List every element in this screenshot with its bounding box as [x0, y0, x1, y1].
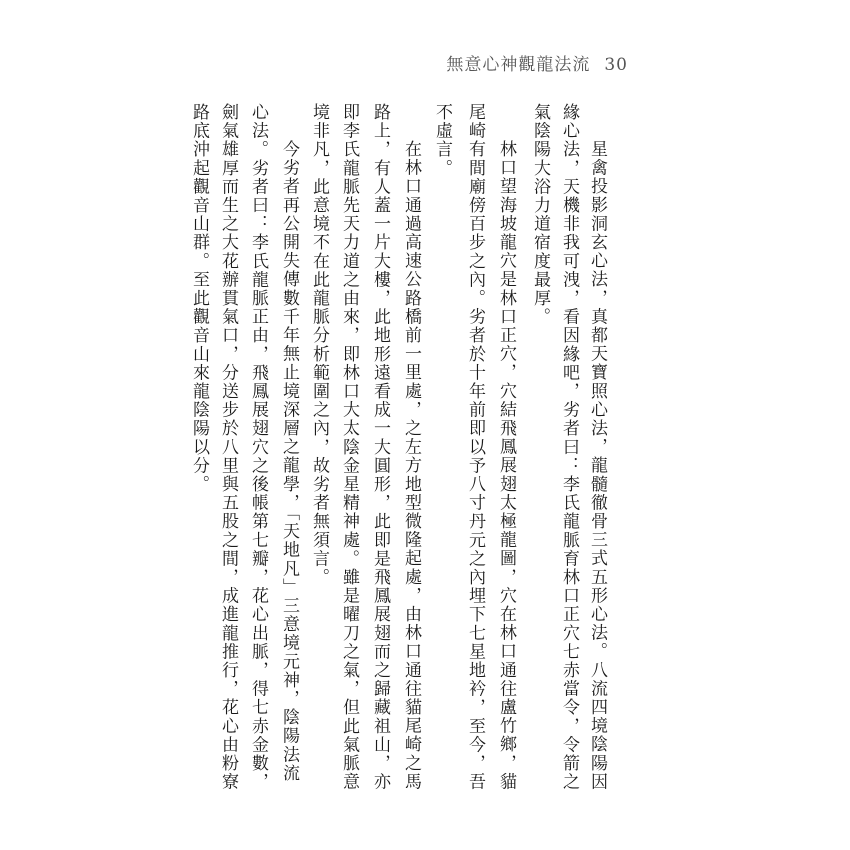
text-column: 星禽投影洞玄心法，真都天寶照心法，龍髓徹骨三式五形心法。八流四境陰陽因: [587, 140, 607, 791]
text-column: 劍氣雄厚而生之大花辦貫氣口，分送步於八里與五股之間，成進龍推行，花心由粉寮: [218, 103, 238, 792]
text-column: 氣陰陽大浴力道宿度最厚。: [530, 103, 550, 327]
text-column: 路上，有人蓋一片大樓，此地形遠看成一大圓形，此即是飛鳳展翅而之歸藏祖山，亦: [370, 103, 390, 792]
text-column: 林口望海坡龍穴是林口正穴，穴結飛鳳展翅太極龍圖，穴在林口通往盧竹鄉，貓: [496, 140, 516, 791]
book-title: 無意心神觀龍法流: [446, 55, 591, 75]
text-column: 緣心法，天機非我可洩，看因緣吧，劣者曰：李氏龍脈育林口正穴七赤當令，令箭之: [559, 103, 579, 792]
text-column: 即李氏龍脈先天力道之由來，即林口大太陰金星精神處。雖是曜刀之氣，但此氣脈意: [339, 103, 359, 792]
text-column: 在林口通過高速公路橋前一里處，之左方地型微隆起處，由林口通往貓尾崎之馬: [401, 140, 421, 791]
text-column: 尾崎有間廟傍百步之內。劣者於十年前即以予八寸丹元之內埋下七星地衿，至今，吾: [465, 103, 485, 792]
text-column: 心法。劣者曰：李氏龍脈正由，飛鳳展翅穴之後帳第七瓣，花心出脈，得七赤金數，: [248, 103, 268, 792]
text-column: 今劣者再公開失傳數千年無止境深層之龍學，「天地凡」三意境元神，陰陽法流: [279, 140, 299, 783]
running-header: [446, 50, 628, 75]
text-column: 境非凡，此意境不在此龍脈分析範圍之內，故劣者無須言。: [309, 103, 329, 587]
text-column: 不虛言。: [432, 103, 452, 178]
page-number: 30: [604, 55, 628, 75]
text-column: 路底沖起觀音山群。至此觀音山來龍陰陽以分。: [189, 103, 209, 494]
